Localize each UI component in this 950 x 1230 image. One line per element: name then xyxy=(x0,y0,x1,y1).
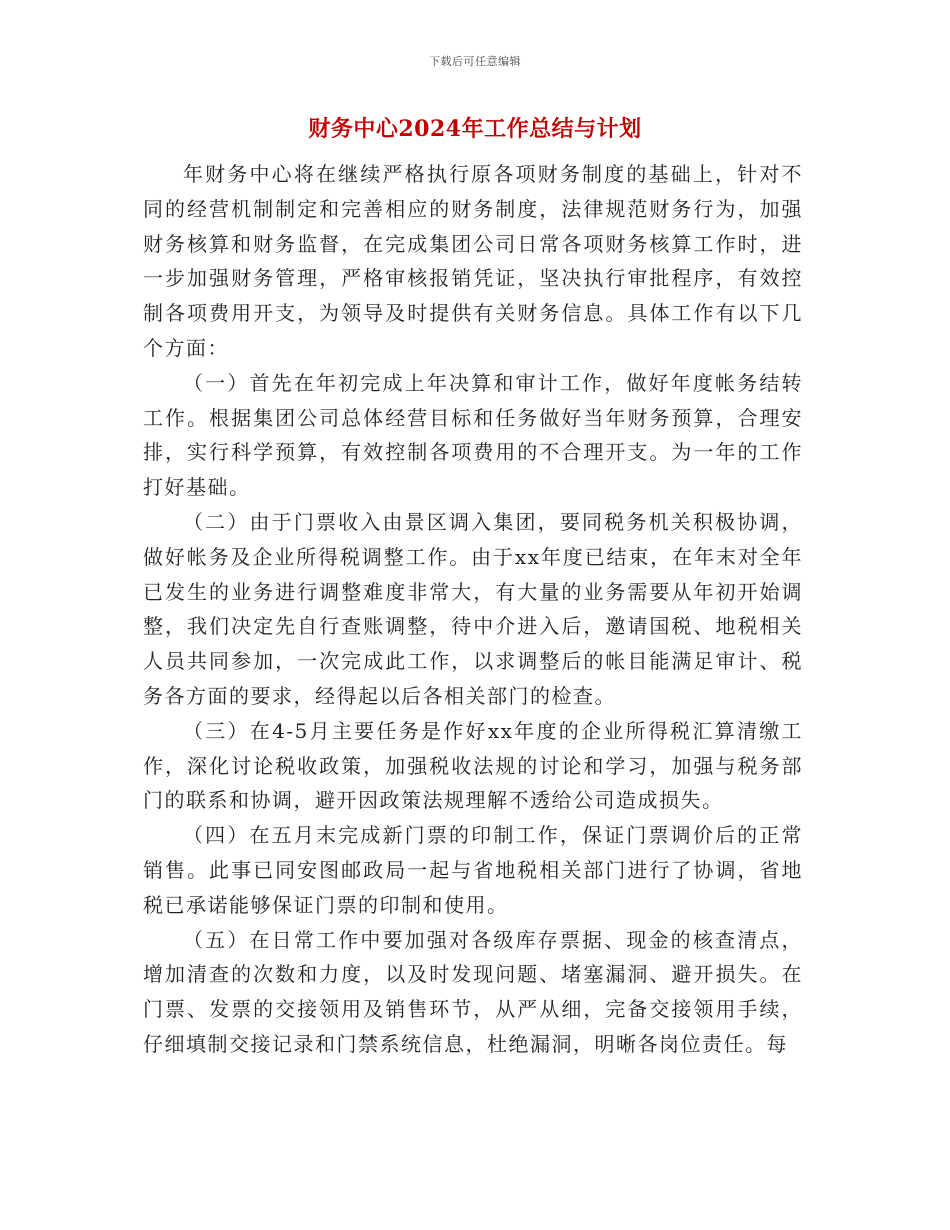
paragraph-item-5: （五）在日常工作中要加强对各级库存票据、现金的核查清点，增加清查的次数和力度，以及时发现问题、堵塞漏洞、避开损失。在门票、发票的交接领用及销售环节，从严从细，完备交接领用手续，仔细填制交接记录和门禁系统信息，杜绝漏洞，明晰各岗位责任。每 xyxy=(143,927,803,1056)
document-body xyxy=(143,157,803,1062)
paragraph-item-4: （四）在五月末完成新门票的印制工作，保证门票调价后的正常销售。此事已同安图邮政局一起与省地税相关部门进行了协调，省地税已承诺能够保证门票的印制和使用。 xyxy=(143,823,803,917)
paragraph-intro: 年财务中心将在继续严格执行原各项财务制度的基础上，针对不同的经营机制制定和完善相应的财务制度，法律规范财务行为，加强财务核算和财务监督，在完成集团公司日常各项财务核算工作时，进一步加强财务管理，严格审核报销凭证，坚决执行审批程序，有效控制各项费用开支，为领导及时提供有关财务信息。具体工作有以下几个方面： xyxy=(143,162,803,360)
document-title: 财务中心2024年工作总结与计划 xyxy=(308,116,642,142)
header-note: 下载后可任意编辑 xyxy=(429,55,521,68)
paragraph-item-3: （三）在4-5月主要任务是作好xx年度的企业所得税汇算清缴工作，深化讨论税收政策，加强税收法规的讨论和学习，加强与税务部门的联系和协调，避开因政策法规理解不透给公司造成损失。 xyxy=(143,718,803,813)
paragraph-item-1: （一）首先在年初完成上年决算和审计工作，做好年度帐务结转工作。根据集团公司总体经营目标和任务做好当年财务预算，合理安排，实行科学预算，有效控制各项费用的不合理开支。为一年的工作打好基础。 xyxy=(143,370,803,500)
paragraph-item-2: （二）由于门票收入由景区调入集团，要同税务机关积极协调，做好帐务及企业所得税调整工作。由于xx年度已结束，在年末对全年已发生的业务进行调整难度非常大，有大量的业务需要从年初开始调整，我们决定先自行查账调整，待中介进入后，邀请国税、地税相关人员共同参加，一次完成此工作，以求调整后的帐目能满足审计、税务各方面的要求，经得起以后各相关部门的检查。 xyxy=(143,509,803,708)
